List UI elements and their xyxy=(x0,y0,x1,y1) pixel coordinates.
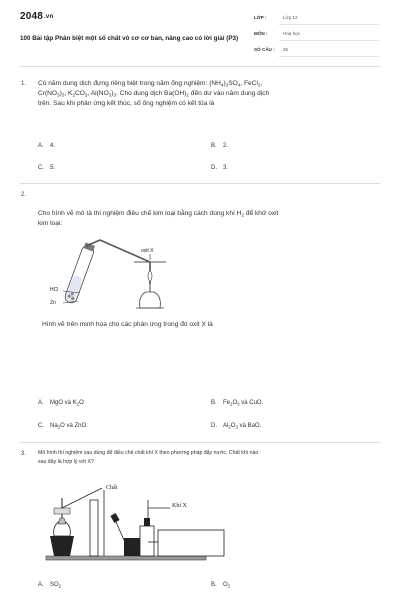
vessel-stopper xyxy=(144,518,150,526)
measuring-cylinder xyxy=(90,500,98,556)
subject-label: MÔN : xyxy=(254,31,268,36)
count-label: SỐ CÂU : xyxy=(254,47,275,52)
label-lines xyxy=(62,288,82,308)
grade-underline xyxy=(279,24,379,25)
question-number: 2. xyxy=(21,192,27,198)
question-divider xyxy=(20,183,380,184)
option-d[interactable]: D. $Al_2O_3$ và BaO. xyxy=(211,423,262,430)
option-a[interactable]: A. MgO và $K_2O$ xyxy=(38,400,84,407)
option-a[interactable]: A. $SO_2$ xyxy=(38,582,62,589)
question-divider xyxy=(20,442,380,443)
question-number: 1. xyxy=(21,81,27,87)
solid-material xyxy=(58,518,66,524)
option-c[interactable]: C. 5. xyxy=(38,165,56,171)
burner xyxy=(50,536,74,556)
connector xyxy=(116,522,124,540)
count-value: 25 xyxy=(283,47,289,52)
grade-value: Lớp 12 xyxy=(283,15,298,20)
option-c[interactable]: C. $Na_2O$ và ZnO. xyxy=(38,423,88,430)
subject-underline xyxy=(279,40,379,41)
hcl-label: HCl xyxy=(50,287,59,293)
question-text: Mô hình thí nghiệm sau dùng để điều chế chất khí X theo phương pháp đẩy nước. Chất khí nào sau đây là hợp lý với X? xyxy=(38,450,259,465)
flame-icon xyxy=(148,270,152,282)
option-d[interactable]: D. 3. xyxy=(211,165,229,171)
option-b[interactable]: B. 2. xyxy=(211,143,229,149)
question-text: Có năm dung dịch đựng riêng biệt trong năm ống nghiệm: $(NH_4)_2SO_4$, FeCl$_2$, $Cr(NO_3)_3$, $K_2CO_3$, $Al(NO_3)_3$. Cho dung dịch $Ba(OH)_2$ đến dư vào năm dung dịch trên. Sau khi phản ứng kết thúc, số ống nghiệm có kết tủa là xyxy=(38,80,270,107)
oxide-label: oxit X xyxy=(141,248,154,254)
clamp xyxy=(54,508,70,514)
header-divider xyxy=(20,66,380,67)
question-text: Hình vẽ trên minh họa cho các phản ứng trong đó oxit X là xyxy=(42,321,213,328)
dropper xyxy=(110,513,119,523)
gas-collection-figure xyxy=(44,480,230,566)
bench xyxy=(46,556,206,560)
reaction-vessel xyxy=(140,526,154,556)
water-trough xyxy=(158,530,224,556)
khi-x-label: Khí X xyxy=(172,503,187,509)
spirit-lamp xyxy=(140,292,161,308)
option-b[interactable]: B. $Fe_2O_3$ và CuO. xyxy=(211,400,264,407)
question-number: 3. xyxy=(21,451,27,457)
option-a[interactable]: A. 4. xyxy=(38,143,56,149)
chat-label: Chất xyxy=(106,485,118,491)
count-underline xyxy=(279,56,379,57)
document-title: 100 Bài tập Phân biệt một số chất vô cơ cơ bản, nâng cao có lời giải (P3) xyxy=(20,35,239,42)
grade-label: LỚP : xyxy=(254,15,267,20)
question-intro: Cho hình vẽ mô tả thí nghiệm điều chế kim loại bằng cách dùng khí $H_2$ để khử oxit kim loại: xyxy=(38,210,279,227)
zn-label: Zn xyxy=(50,300,56,306)
site-logo[interactable]: 2048.vn xyxy=(20,11,54,22)
subject-value: Hóa học xyxy=(283,31,301,36)
option-b[interactable]: B. $O_2$ xyxy=(211,582,231,589)
